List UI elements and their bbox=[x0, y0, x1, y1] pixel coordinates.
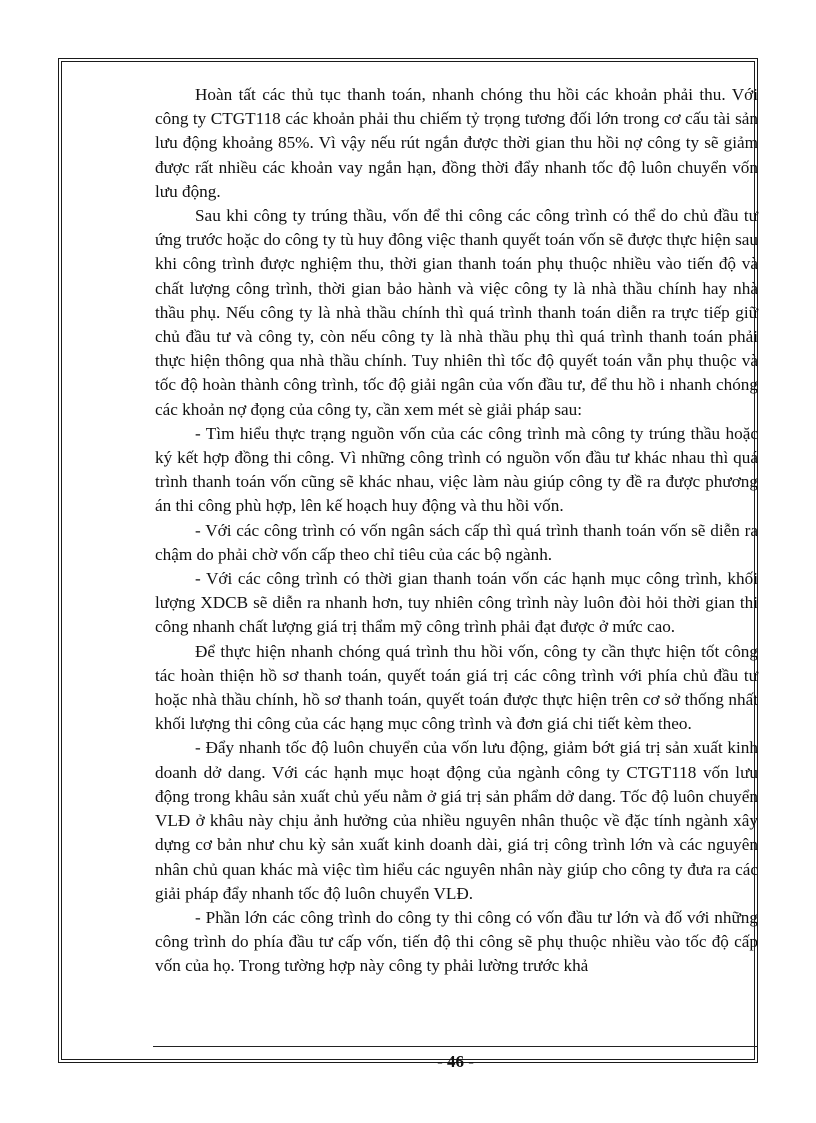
footer-divider bbox=[153, 1046, 758, 1047]
paragraph-large-projects: - Phần lớn các công trình do công ty thi công có vốn đầu tư lớn và đố với những công trình do phía đầu tư cấp vốn, tiến độ thi công sẽ phụ thuộc nhiều vào tốc độ cấp vốn của họ. Trong tường hợp này công ty phải lường trước khả bbox=[155, 907, 758, 976]
paragraph-after-winning-bid: Sau khi công ty trúng thầu, vốn để thi công các công trình có thể do chủ đầu tư ứng trước hoặc do công ty tù huy đông việc thanh quyết toán vốn sẽ được thực hiện sau khi công trình được nghiệm thu, thời gian thanh toán phụ thuộc nhiều vào tiến độ và chất lượng công trình, thời gian bảo hành và việc công ty là nhà thầu chính hay nhà thầu phụ. Nếu công ty là nhà thầu chính thì quá trình thanh toán diễn ra trực tiếp giữ chủ đầu tư và công ty, còn nếu công ty là nhà thầu phụ thì quá trình thanh toán phải thực hiện thông qua nhà thầu chính. Tuy nhiên thì tốc độ quyết toán vẫn phụ thuộc và tốc độ hoàn thành công trình, tốc độ giải ngân của vốn đầu tư, để thu hồ i nhanh chóng các khoản nợ đọng của công ty, cần xem mét sè giải pháp sau: bbox=[155, 206, 758, 419]
paragraph-capital-sources: - Tìm hiểu thực trạng nguồn vốn của các công trình mà công ty trúng thầu hoặc ký kết hợp đồng thi công. Vì những công trình có nguồn vốn đầu tư khác nhau thì quá trình thanh toán vốn cũng sẽ khác nhau, việc làm nàu giúp công ty đề ra được phương án thi công phù hợp, lên kế hoạch huy động và thu hồi vốn. bbox=[155, 423, 758, 516]
paragraph-payment-procedures: Hoàn tất các thủ tục thanh toán, nhanh chóng thu hồi các khoản phải thu. Với công ty CTGT118 các khoản phải thu chiếm tỷ trọng tương đối lớn trong cơ cấu tài sản lưu động khoảng 85%. Vì vậy nếu rút ngắn được thời gian thu hồi nợ công ty sẽ giảm được rất nhiều các khoản vay ngắn hạn, đồng thời đẩy nhanh tốc độ luôn chuyển vốn lưu động. bbox=[155, 85, 758, 201]
page-number: - 46 - bbox=[437, 1052, 474, 1071]
paragraph-settlement-dossier: Để thực hiện nhanh chóng quá trình thu hồi vốn, công ty cần thực hiện tốt công tác hoàn thiện hồ sơ thanh toán, quyết toán giá trị các công trình với phía chủ đầu tư hoặc nhà thầu chính, hồ sơ thanh toán, quyết toán được thực hiện trên cơ sở thống nhất khối lượng thi công của các hạng mục công trình và đơn giá chi tiết kèm theo. bbox=[155, 641, 758, 734]
paragraph-faster-payment: - Với các công trình có thời gian thanh toán vốn các hạnh mục công trình, khối lượng XDCB sẽ diễn ra nhanh hơn, tuy nhiên công trình này luôn đòi hỏi thời gian thi công nhanh chất lượng giá trị thẩm mỹ công trình phải đạt được ở mức cao. bbox=[155, 569, 758, 637]
paragraph-working-capital-turnover: - Đẩy nhanh tốc độ luôn chuyển của vốn lưu động, giảm bớt giá trị sản xuất kinh doanh dở dang. Với các hạnh mục hoạt động của ngành công ty CTGT118 vốn lưu động trong khâu sản xuất chủ yếu nằm ở giá trị sản phẩm dở dang. Tốc độ luôn chuyển VLĐ ở khâu này chịu ảnh hưởng của nhiều nguyên nhân thuộc về đặc tính ngành xây dựng cơ bản như chu kỳ sản xuất kinh doanh dài, giá trị công trình lớn và các nguyên nhân chủ quan khác mà việc tìm hiểu các nguyên nhân này giúp cho công ty đưa ra các giải pháp đẩy nhanh tốc độ luôn chuyển VLĐ. bbox=[155, 738, 758, 903]
paragraph-state-budget: - Với các công trình có vốn ngân sách cấp thì quá trình thanh toán vốn sẽ diễn ra chậm do phải chờ vốn cấp theo chỉ tiêu của các bộ ngành. bbox=[155, 520, 758, 564]
body-text bbox=[155, 83, 758, 979]
